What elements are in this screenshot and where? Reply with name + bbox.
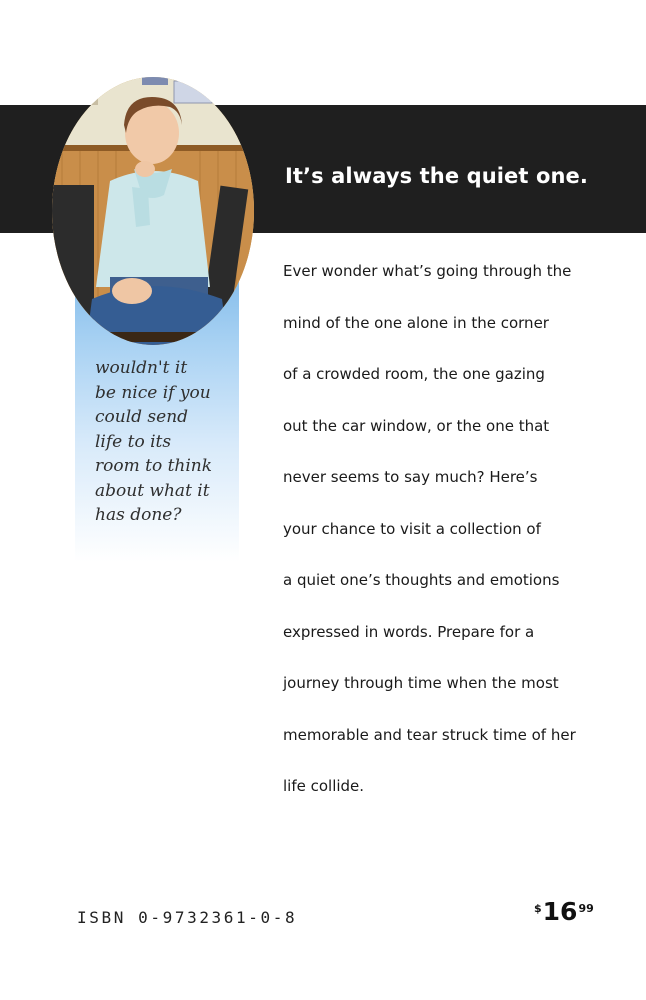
blurb-line: mind of the one alone in the corner — [283, 313, 549, 332]
blurb-line: life collide. — [283, 777, 365, 795]
blurb-line: Ever wonder what’s going through the — [283, 262, 572, 280]
isbn-number: ISBN 0-9732361-0-8 — [77, 908, 298, 927]
quote-line: has done? — [95, 505, 182, 525]
blurb-text — [283, 256, 613, 823]
author-photo — [52, 77, 254, 345]
quote-line: wouldn't it — [95, 358, 188, 378]
blurb-line: expressed in words. Prepare for a — [283, 622, 535, 641]
price-tag — [534, 899, 594, 924]
blurb-line: a quiet one’s thoughts and emotions — [283, 571, 560, 589]
price-currency: $ — [534, 902, 542, 915]
quote-line: could send — [95, 407, 189, 427]
blurb-line: your chance to visit a collection of — [283, 519, 541, 538]
headline: It’s always the quiet one. — [285, 164, 588, 188]
quote-line: be nice if you — [95, 382, 211, 403]
blurb-line: journey through time when the most — [283, 674, 559, 692]
blurb-line: never seems to say much? Here’s — [283, 468, 538, 486]
blurb-line: memorable and tear struck time of her — [283, 725, 576, 744]
quote-line: life to its — [95, 431, 172, 452]
quote-line: room to think — [95, 456, 213, 476]
blurb-line: out the car window, or the one that — [283, 416, 550, 435]
quote-line: about what it — [95, 480, 210, 501]
price-dollars: 16 — [542, 897, 578, 926]
price-cents: 99 — [578, 902, 594, 915]
pull-quote — [95, 356, 235, 528]
blurb-line: of a crowded room, the one gazing — [283, 365, 545, 383]
